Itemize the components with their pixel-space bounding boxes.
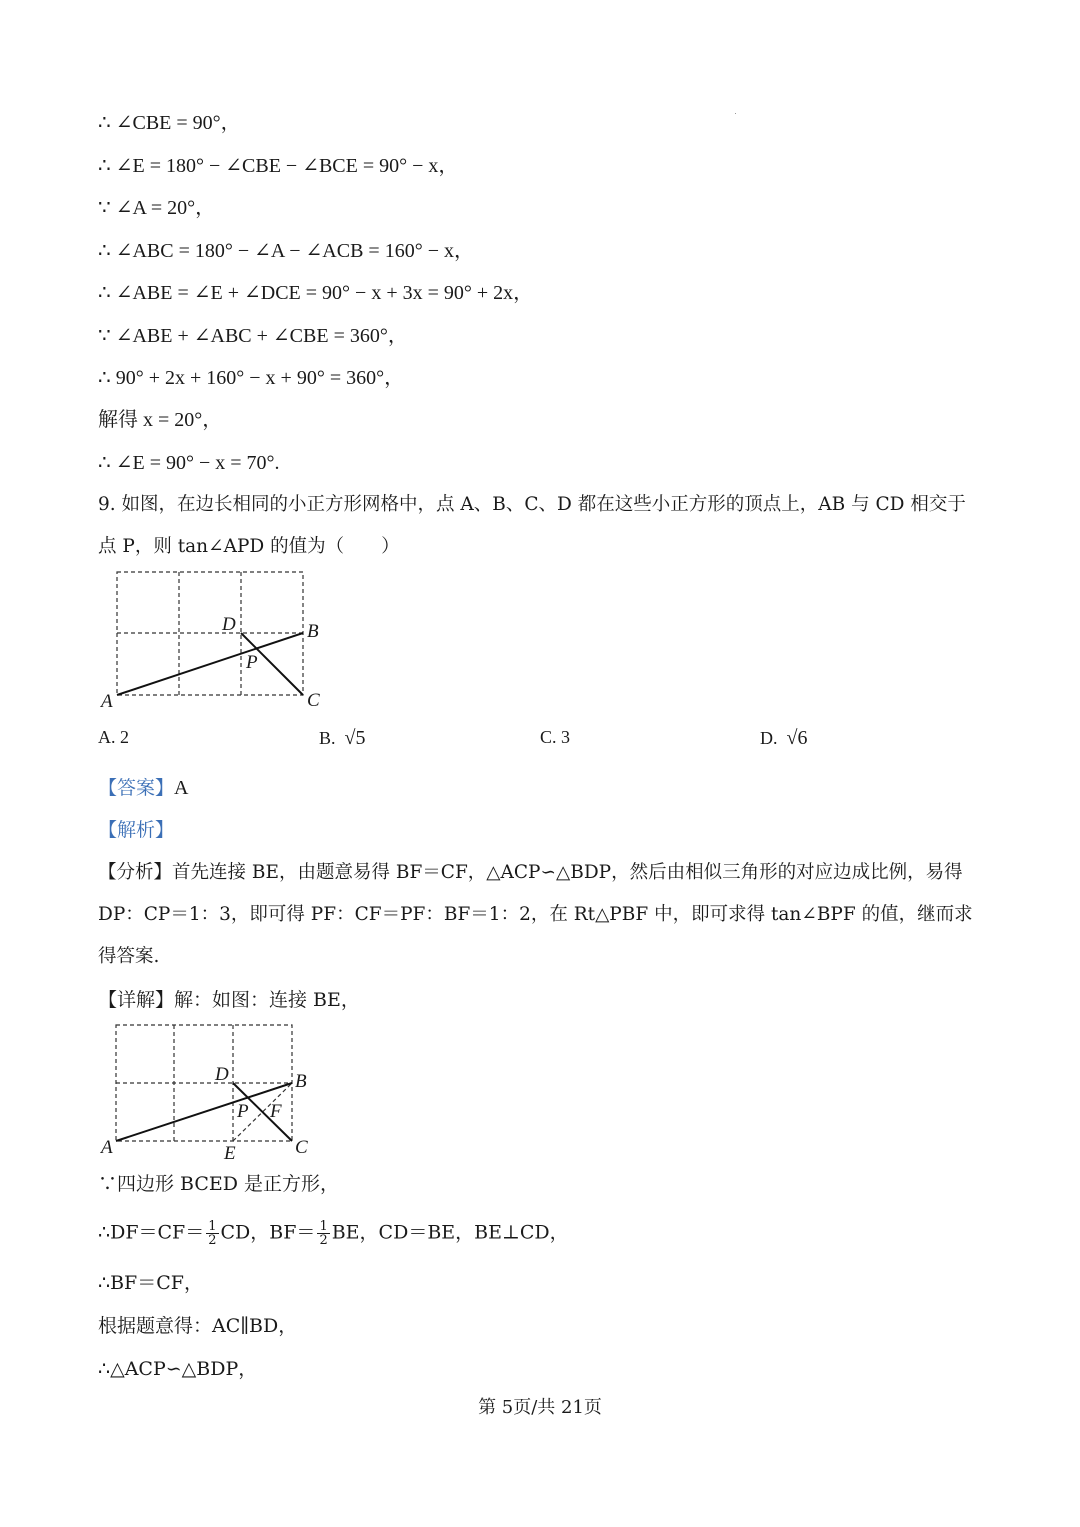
segment-ab-2 bbox=[116, 1083, 292, 1141]
detail-step-3: ∴BF＝CF， bbox=[98, 1272, 203, 1294]
label-e-2: E bbox=[224, 1143, 236, 1164]
solution-line-2: ∴ ∠E = 180° − ∠CBE − ∠BCE = 90° − x， bbox=[98, 155, 459, 177]
detail-step-1: ∵四边形 BCED 是正方形， bbox=[98, 1173, 340, 1195]
label-b-2: B bbox=[295, 1071, 307, 1092]
grid-lines-2 bbox=[116, 1025, 292, 1141]
solution-line-4: ∴ ∠ABC = 180° − ∠A − ∠ACB = 160° − x， bbox=[98, 240, 474, 262]
label-f-2: F bbox=[270, 1101, 282, 1122]
solution-line-1: ∴ ∠CBE = 90°， bbox=[98, 112, 241, 134]
label-a: A bbox=[101, 691, 113, 712]
label-p-2: P bbox=[237, 1101, 249, 1122]
grid-figure-1 bbox=[98, 565, 338, 715]
analysis-tag: 【分析】 bbox=[98, 862, 173, 883]
detail-intro: 解：如图：连接 BE， bbox=[174, 989, 360, 1011]
fraction-half-1: $\frac{1}{2}$ bbox=[208, 1219, 217, 1248]
detail-step-4: 根据题意得：AC∥BD， bbox=[98, 1315, 298, 1337]
label-c-2: C bbox=[295, 1137, 308, 1158]
solution-line-6: ∵ ∠ABE + ∠ABC + ∠CBE = 360°， bbox=[98, 325, 408, 347]
detail-step-2: ∴DF＝CF＝ $\frac{1}{2}$ CD，BF＝ $\frac{1}{2}$ BE，CD＝BE，BE⊥CD， bbox=[98, 1219, 569, 1248]
option-c: C. 3 bbox=[540, 727, 571, 747]
solution-line-5: ∴ ∠ABE = ∠E + ∠DCE = 90° − x + 3x = 90° + 2x， bbox=[98, 282, 534, 304]
analysis-header: 【解析】 bbox=[98, 819, 175, 841]
answer-tag: 【答案】 bbox=[98, 777, 175, 799]
solution-line-3: ∵ ∠A = 20°， bbox=[98, 197, 216, 219]
detail-step-5: ∴△ACP∽△BDP， bbox=[98, 1358, 258, 1380]
label-p: P bbox=[246, 652, 258, 673]
solution-line-8: 解得 x = 20°， bbox=[98, 409, 223, 431]
analysis-text: 首先连接 BE，由题意易得 BF＝CF，△ACP∽△BDP，然后由相似三角形的对应边成比例，易得 DP：CP＝1：3，即可得 PF：CF＝PF：BF＝1：2，在 Rt△PBF 中，即可求得 tan∠BPF 的值，继而求得答案. bbox=[98, 862, 973, 967]
fraction-half-2: $\frac{1}{2}$ bbox=[319, 1219, 328, 1248]
answer-value: A bbox=[174, 777, 189, 799]
segment-ab bbox=[117, 633, 303, 695]
label-d: D bbox=[222, 614, 236, 635]
stray-dot bbox=[735, 113, 736, 114]
grid-lines-1 bbox=[117, 572, 303, 695]
label-d-2: D bbox=[215, 1064, 229, 1085]
option-a: A. 2 bbox=[98, 727, 129, 747]
option-d: D. √6 bbox=[760, 727, 808, 749]
solution-line-7: ∴ 90° + 2x + 160° − x + 90° = 360°， bbox=[98, 367, 405, 389]
detail-intro-line bbox=[98, 988, 360, 1012]
answer-line bbox=[98, 776, 188, 800]
question-text: 9. 如图，在边长相同的小正方形网格中，点 A、B、C、D 都在这些小正方形的顶点上，AB 与 CD 相交于点 P，则 tan∠APD 的值为（ ） bbox=[98, 494, 966, 557]
label-a-2: A bbox=[101, 1137, 113, 1158]
grid-figure-2 bbox=[98, 1018, 338, 1168]
label-b: B bbox=[307, 621, 319, 642]
page-footer: 第 5页/共 21页 bbox=[478, 1397, 602, 1418]
option-b: B. √5 bbox=[319, 727, 366, 749]
detail-tag: 【详解】 bbox=[98, 989, 175, 1011]
label-c: C bbox=[307, 690, 320, 711]
solution-line-9: ∴ ∠E = 90° − x = 70°. bbox=[98, 452, 280, 474]
analysis-paragraph bbox=[98, 852, 978, 978]
